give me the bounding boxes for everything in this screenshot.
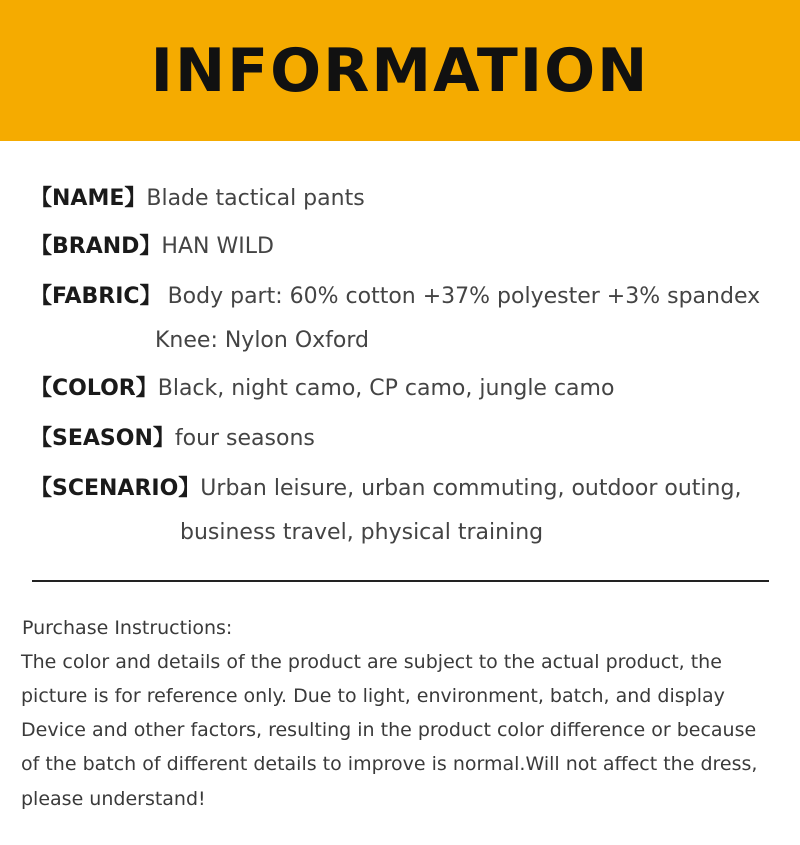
spec-value-scenario-continued: business travel, physical training bbox=[180, 520, 544, 545]
spec-label-season: 【SEASON】 bbox=[30, 426, 175, 451]
spec-row-season bbox=[30, 424, 315, 454]
spec-value-brand: HAN WILD bbox=[161, 234, 274, 259]
spec-row-fabric bbox=[30, 282, 760, 312]
notes-line: please understand! bbox=[21, 788, 206, 810]
spec-label-color: 【COLOR】 bbox=[30, 376, 158, 401]
spec-value-fabric: Body part: 60% cotton +37% polyester +3% spandex bbox=[167, 284, 761, 309]
header-banner bbox=[0, 0, 800, 141]
spec-row-color bbox=[30, 374, 614, 404]
spec-value-name: Blade tactical pants bbox=[146, 186, 365, 211]
spec-label-scenario: 【SCENARIO】 bbox=[30, 476, 201, 501]
page-title: INFORMATION bbox=[150, 36, 650, 106]
spec-row-scenario bbox=[30, 474, 741, 504]
notes-line: of the batch of different details to improve is normal.Will not affect the dress, bbox=[21, 753, 758, 775]
notes-line: Device and other factors, resulting in the product color difference or because bbox=[21, 719, 757, 741]
spec-value-scenario: Urban leisure, urban commuting, outdoor outing, bbox=[200, 476, 742, 501]
spec-row-name bbox=[30, 184, 365, 214]
spec-value-season: four seasons bbox=[174, 426, 315, 451]
section-divider bbox=[32, 580, 769, 582]
notes-line: The color and details of the product are subject to the actual product, the bbox=[21, 651, 722, 673]
spec-label-name: 【NAME】 bbox=[30, 186, 147, 211]
spec-value-fabric-knee: Knee: Nylon Oxford bbox=[155, 328, 369, 353]
spec-value-color: Black, night camo, CP camo, jungle camo bbox=[157, 376, 615, 401]
notes-heading: Purchase Instructions: bbox=[22, 617, 233, 639]
spec-label-brand: 【BRAND】 bbox=[30, 234, 162, 259]
spec-row-brand bbox=[30, 232, 274, 262]
notes-line: picture is for reference only. Due to light, environment, batch, and display bbox=[21, 685, 725, 707]
spec-label-fabric: 【FABRIC】 bbox=[30, 284, 162, 309]
